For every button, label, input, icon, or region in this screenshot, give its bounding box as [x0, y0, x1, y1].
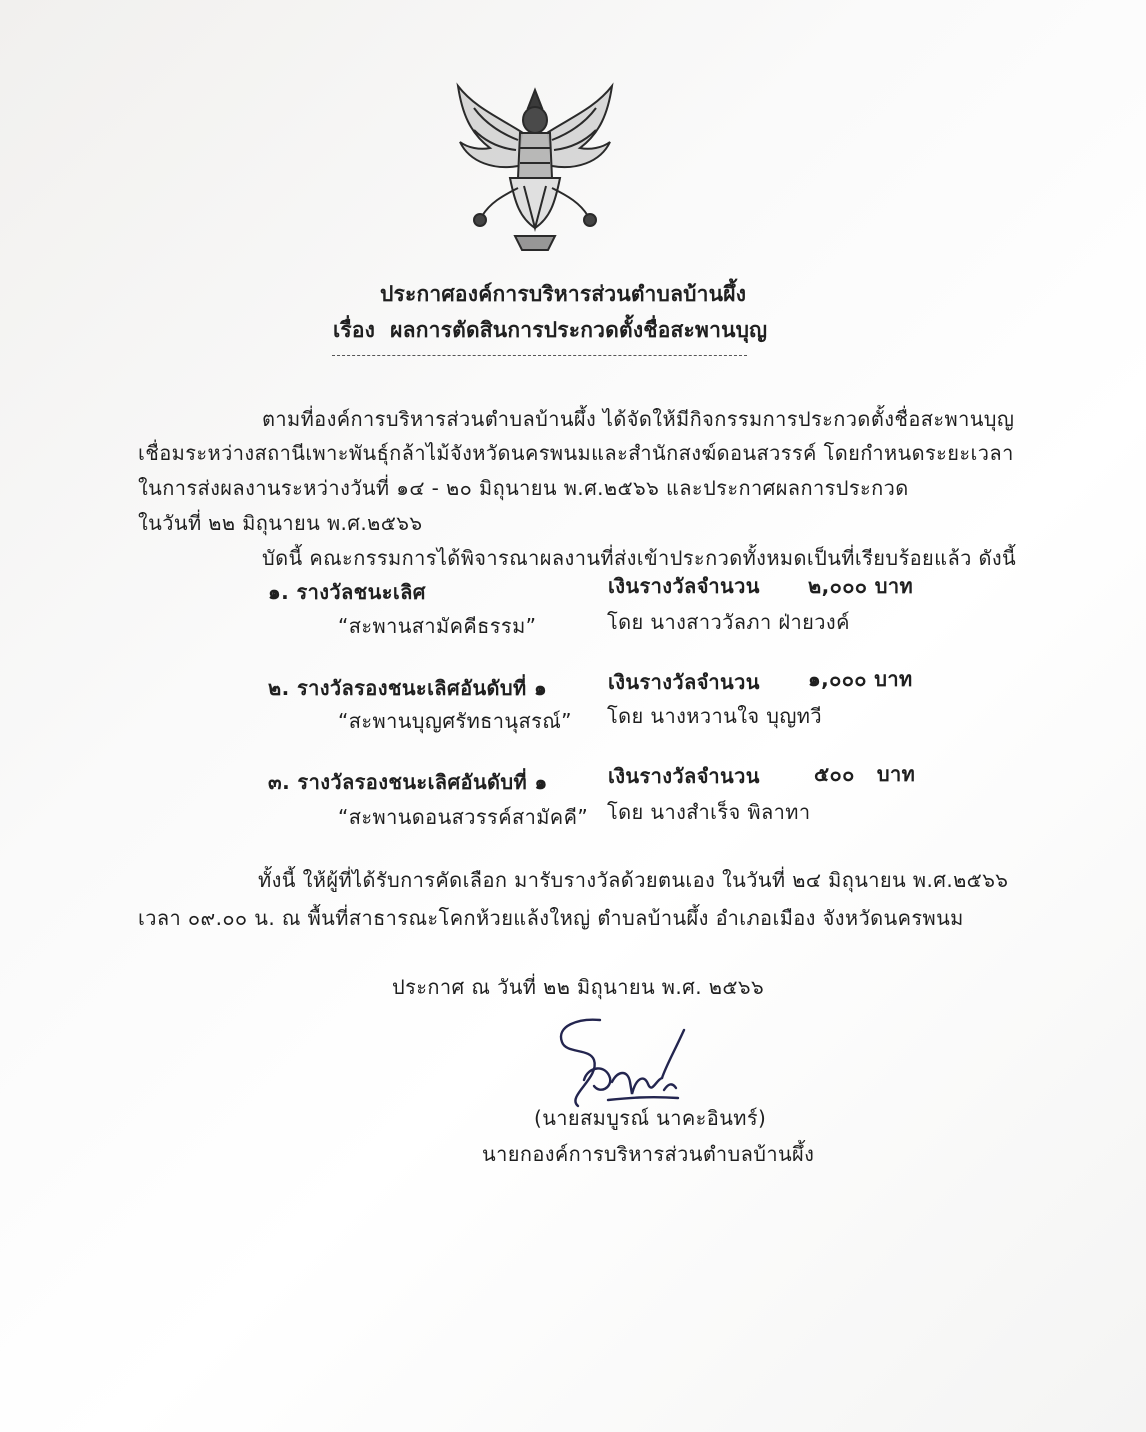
award-1-unit: บาท — [874, 574, 914, 598]
award-3-amount-value: ๕๐๐ — [814, 762, 855, 786]
award-1-amount-value: ๒,๐๐๐ — [808, 574, 868, 598]
award-2-amount-value: ๑,๐๐๐ — [808, 667, 867, 691]
intro-line-5: บัดนี้ คณะกรรมการได้พิจารณาผลงานที่ส่งเข้าประกวดทั้งหมดเป็นที่เรียบร้อยแล้ว ดังนี้ — [262, 546, 1017, 570]
award-2-amount — [808, 663, 913, 695]
subject-line — [333, 314, 767, 347]
intro-line-4: ในวันที่ ๒๒ มิถุนายน พ.ศ.๒๕๖๖ — [138, 511, 423, 535]
intro-line-2: เชื่อมระหว่างสถานีเพาะพันธุ์กล้าไม้จังหวัดนครพนมและสำนักสงฆ์ดอนสวรรค์ โดยกำหนดระยะเวลา — [138, 441, 1014, 465]
subject-label: เรื่อง — [333, 318, 376, 342]
award-2-winner: โดย นางหวานใจ บุญทวี — [607, 704, 822, 728]
award-1-winner: โดย นางสาววัลภา ฝ่ายวงค์ — [607, 610, 850, 634]
award-3-unit: บาท — [876, 762, 916, 786]
award-2-unit: บาท — [874, 667, 913, 691]
signatory-position: นายกองค์การบริหารส่วนตำบลบ้านผึ้ง — [482, 1142, 815, 1166]
award-2-title: ๒. รางวัลรองชนะเลิศอันดับที่ ๑ — [268, 676, 548, 700]
award-1-prize-label: เงินรางวัลจำนวน — [608, 574, 760, 598]
award-1-title: ๑. รางวัลชนะเลิศ — [268, 580, 426, 604]
award-1-amount — [808, 570, 913, 602]
announce-date: ประกาศ ณ วันที่ ๒๒ มิถุนายน พ.ศ. ๒๕๖๖ — [392, 975, 765, 999]
award-2-prize-label: เงินรางวัลจำนวน — [608, 670, 760, 694]
signatory-name: (นายสมบูรณ์ นาคะอินทร์) — [534, 1106, 767, 1130]
award-3-prize-label: เงินรางวัลจำนวน — [608, 764, 760, 788]
subject-text: ผลการตัดสินการประกวดตั้งชื่อสะพานบุญ — [390, 318, 768, 342]
intro-line-1: ตามที่องค์การบริหารส่วนตำบลบ้านผึ้ง ได้จัดให้มีกิจกรรมการประกวดตั้งชื่อสะพานบุญ — [262, 407, 1015, 431]
award-3-winner: โดย นางสำเร็จ พิลาทา — [607, 800, 811, 824]
closing-line-1: ทั้งนี้ ให้ผู้ที่ได้รับการคัดเลือก มารับรางวัลด้วยตนเอง ในวันที่ ๒๔ มิถุนายน พ.ศ.๒๕๖๖ — [258, 868, 1009, 892]
closing-line-2: เวลา ๐๙.๐๐ น. ณ พื้นที่สาธารณะโคกห้วยแล้งใหญ่ ตำบลบ้านผึ้ง อำเภอเมือง จังหวัดนครพนม — [138, 906, 964, 930]
award-3-amount — [814, 758, 915, 790]
award-2-name: “สะพานบุญศรัทธานุสรณ์” — [338, 709, 572, 733]
announcement-title: ประกาศองค์การบริหารส่วนตำบลบ้านผึ้ง — [380, 282, 747, 306]
award-3-title: ๓. รางวัลรองชนะเลิศอันดับที่ ๑ — [268, 770, 548, 794]
garuda-emblem — [440, 78, 630, 258]
intro-line-3: ในการส่งผลงานระหว่างวันที่ ๑๔ - ๒๐ มิถุนายน พ.ศ.๒๕๖๖ และประกาศผลการประกวด — [138, 476, 909, 500]
award-3-name: “สะพานดอนสวรรค์สามัคคี” — [338, 805, 589, 829]
divider — [332, 355, 747, 356]
award-1-name: “สะพานสามัคคีธรรม” — [338, 614, 537, 638]
